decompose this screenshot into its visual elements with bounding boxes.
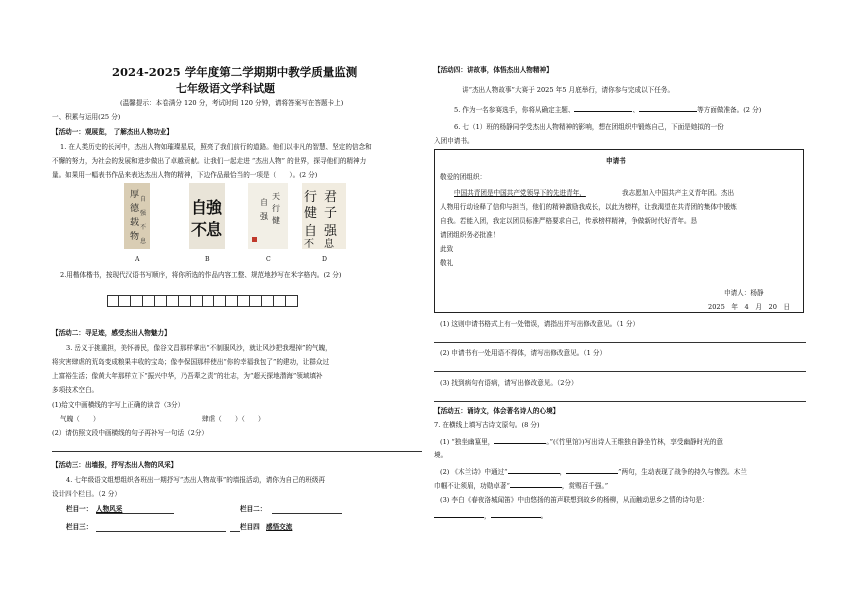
activity-four-heading: 【活动四：讲故事，体悟杰出人物精神】 xyxy=(434,66,553,74)
question-5-part-1: 5. 作为一名参赛选手，你将从确定主题、 xyxy=(454,106,575,114)
question-7-1 xyxy=(440,437,723,446)
option-label: B xyxy=(205,256,210,263)
svg-text:强: 强 xyxy=(260,212,268,221)
question-3-text: 3. 岳义于挑重担，美怀善民，像谷文昌那样掌出“不制服风沙，就让风沙把我埋掉”的气魄， xyxy=(66,344,332,352)
activity-five-heading: 【活动五：诵诗文，体会著名诗人的心境】 xyxy=(434,407,560,415)
question-7-text: 7. 在横线上填写古诗文原句。(8 分) xyxy=(434,421,540,429)
question-3-1-answer-b[interactable]: 肆虐（ ）（ ） xyxy=(202,415,265,423)
calligraphy-option-d xyxy=(302,183,346,249)
answer-line[interactable] xyxy=(52,451,422,452)
column-two-line[interactable] xyxy=(272,513,342,514)
question-6-text: 入团申请书。 xyxy=(434,137,474,145)
question-1-text: 1. 在人类历史的长河中，杰出人物如璀璨星辰，照亮了我们前行的道路。他们以非凡的智慧、坚定的信念和 xyxy=(60,143,372,151)
letter-greeting: 敬爱的团组织： xyxy=(440,173,487,181)
calligraphy-b-image xyxy=(189,183,225,249)
calligraphy-a-image xyxy=(124,183,150,249)
writing-grid-left[interactable] xyxy=(107,295,203,307)
exam-subtitle: 七年级语文学科试题 xyxy=(176,82,275,95)
svg-text:不: 不 xyxy=(191,220,208,239)
column-one-value[interactable]: 人物风采 xyxy=(96,505,123,513)
calligraphy-c-image xyxy=(248,183,288,249)
question-7-1-end: 境。 xyxy=(434,451,448,459)
question-7-2-cont xyxy=(434,481,608,490)
calligraphy-option-a xyxy=(124,183,150,249)
letter-line: 人物用行动诠释了信仰与担当，他们的精神激励我成长，以此为榜样，让我渴望在共青团的集体中锻炼 xyxy=(440,203,737,211)
svg-text:德: 德 xyxy=(130,204,140,214)
question-3-1-answer-a[interactable]: 气魄（ ） xyxy=(60,415,100,423)
question-3-1: (1)给文中画横线的字写上正确的读音（3分） xyxy=(52,401,185,409)
svg-text:强: 强 xyxy=(140,210,147,217)
svg-text:天: 天 xyxy=(272,192,280,201)
svg-text:自: 自 xyxy=(191,198,208,217)
question-7-2-blank-2[interactable] xyxy=(566,467,618,474)
svg-text:君: 君 xyxy=(324,190,338,205)
calligraphy-option-c xyxy=(248,183,288,249)
section-heading: 一、积累与运用(25 分) xyxy=(52,113,121,121)
question-3-2: (2）请仿照文段中画横线的句子再补写一句话（2分） xyxy=(52,429,209,437)
svg-text:息: 息 xyxy=(140,238,147,245)
question-7-3-answer xyxy=(434,511,547,520)
question-4-text: 4. 七年级语文组想组织各班出一期抒写“杰出人物故事”的墙报活动，请你为自己的班级再 xyxy=(66,476,326,484)
question-1-text: 不懈的努力，为社会的发展和进步做出了卓越贡献。让我们一起走进 “杰出人物” 的世界，探寻他们的精神力 xyxy=(52,157,367,165)
question-7-2-blank-3[interactable] xyxy=(510,481,562,488)
calligraphy-d-image xyxy=(302,183,346,249)
question-7-3-blank-1[interactable] xyxy=(434,511,484,518)
column-four-label: 栏目四 xyxy=(240,523,260,531)
letter-date: 2025 年 4 月 20 日 xyxy=(708,303,791,311)
svg-text:息: 息 xyxy=(324,239,334,249)
activity-two-heading: 【活动二：寻足迹，感受杰出人物魅力】 xyxy=(52,329,171,337)
svg-text:息: 息 xyxy=(206,220,223,239)
question-3-text: 上富裕生活；像黄大年那样立下“振兴中华，乃吾辈之责”的壮志，为“超天探地潜海”领域填补 xyxy=(52,372,323,380)
activity-three-heading: 【活动三：出墙报，抒写杰出人物的风采】 xyxy=(52,461,178,469)
column-three-label: 栏目三： xyxy=(66,523,93,531)
writing-grid-right[interactable] xyxy=(202,295,298,307)
question-1-text: 量。如果用一幅表书作品来表达杰出人物的精神，下边作品最恰当的一项是（ ）。(2 分) xyxy=(52,171,318,179)
svg-text:自: 自 xyxy=(304,224,318,239)
svg-text:健: 健 xyxy=(304,206,318,221)
column-four-value[interactable]: 感悟交流 xyxy=(266,523,293,531)
question-5-text xyxy=(454,105,761,114)
question-6-3: (3) 找到病句有语病，请写出修改意见。（2分） xyxy=(440,379,578,387)
question-3-text: 多项技术空白。 xyxy=(52,386,99,394)
option-label: D xyxy=(322,256,327,263)
column-three-line[interactable] xyxy=(96,531,226,532)
letter-signature: 申请人：杨静 xyxy=(724,289,764,297)
question-7-2-part: ”两句，生动表现了战争的持久与惨烈。木兰 xyxy=(618,468,747,476)
question-5-blank-1[interactable] xyxy=(574,105,632,112)
question-5-part-2: 、 xyxy=(632,106,640,114)
letter-line: 中国共青团是中国共产党领导下的先进青年， xyxy=(454,189,586,197)
svg-text:不: 不 xyxy=(140,224,147,231)
activity-one-heading: 【活动一：观展览， 了解杰出人物功业】 xyxy=(52,128,173,136)
svg-text:行: 行 xyxy=(304,190,318,205)
svg-text:子: 子 xyxy=(324,206,338,221)
svg-text:载: 载 xyxy=(130,218,140,228)
question-7-2 xyxy=(440,467,747,476)
question-7-1-part: 。”(《竹里馆》)写出诗人王维独自静坐竹林，享受幽静时光的意 xyxy=(546,438,724,446)
question-2-text: 2.用楷体楷书，按现代汉语书写顺序，将你所选的作品内容工整、规范地抄写在米字格内。(2 分) xyxy=(60,271,342,279)
question-7-3: (3) 李白《春夜洛城闻笛》中由悠扬的笛声联想到故乡的杨柳，从而触动思乡之情的诗句是： xyxy=(440,496,709,504)
svg-text:自: 自 xyxy=(260,198,268,207)
question-6-text: 6. 七（1）班的杨静同学受杰出人物精神的影响，想在团组织中锻炼自己，下面是她拟的一份 xyxy=(454,123,724,131)
answer-line[interactable] xyxy=(434,342,806,343)
question-7-1-part: (1) “独坐幽篁里， xyxy=(440,438,495,446)
svg-text:健: 健 xyxy=(272,216,280,225)
question-6-2: (2) 申请书有一处用语不得体，请写出修改意见。（1 分） xyxy=(440,349,607,357)
question-7-3-part: ， xyxy=(484,512,491,520)
question-7-2-blank-1[interactable] xyxy=(508,467,560,474)
answer-line[interactable] xyxy=(434,401,806,402)
column-one-label: 栏目一： xyxy=(66,505,93,513)
question-7-2-part: ， xyxy=(559,468,567,476)
question-3-text: 将灾害肆虐的荒岛变成粮果丰收的宝岛；像李保国那样使出“你的幸福我包了”的建功，让群众过 xyxy=(52,358,330,366)
question-7-3-part: 。 xyxy=(540,512,548,520)
question-7-1-blank[interactable] xyxy=(494,437,546,444)
question-5-blank-2[interactable] xyxy=(639,105,697,112)
question-4-text: 设计四个栏目。（2 分） xyxy=(52,490,121,498)
svg-text:行: 行 xyxy=(272,204,280,213)
question-6-1: (1) 这则申请书格式上有一处错误，请指出并写出修改意见。（1 分） xyxy=(440,320,640,328)
svg-text:不: 不 xyxy=(304,239,314,249)
question-5-part-3: 等方面做准备。(2 分) xyxy=(697,106,762,114)
letter-line: 请团组织务必批准！ xyxy=(440,231,500,239)
answer-line[interactable] xyxy=(434,371,806,372)
letter-closing: 此致 xyxy=(440,245,454,253)
svg-text:强: 强 xyxy=(324,224,338,239)
question-7-3-blank-2[interactable] xyxy=(491,511,541,518)
svg-text:物: 物 xyxy=(130,232,140,242)
letter-line: 我志愿加入中国共产主义青年团。杰出 xyxy=(622,189,735,197)
column-two-label: 栏目二： xyxy=(240,505,267,513)
question-7-2-part: 巾帼不让须眉，功勋卓著“ xyxy=(434,482,510,490)
question-7-2-part: ，赏赐百千强。” xyxy=(561,482,609,490)
letter-line: 自我。若能入团，我定以团员标准严格要求自己，传承榜样精神，争做新时代好青年。恳 xyxy=(440,217,698,225)
letter-closing: 敬礼 xyxy=(440,259,454,267)
svg-text:厚: 厚 xyxy=(130,190,140,200)
question-7-2-part: (2) 《木兰诗》中通过“ xyxy=(440,468,508,476)
letter-title: 申请书 xyxy=(606,157,626,165)
exam-note: (温馨提示：本卷满分 120 分，考试时间 120 分钟，请将答案写在答题卡上) xyxy=(120,99,344,107)
activity-four-intro: 讲“杰出人物故事”大赛于 2025 年5 月底举行，请你参与完成以下任务。 xyxy=(462,86,675,94)
exam-title: 2024-2025 学年度第二学期期中教学质量监测 xyxy=(112,65,358,79)
column-four-line xyxy=(230,531,240,532)
column-one-line xyxy=(96,513,174,514)
option-label: C xyxy=(266,256,271,263)
option-label: A xyxy=(135,256,140,263)
calligraphy-option-b xyxy=(189,183,225,249)
svg-text:自: 自 xyxy=(140,196,147,203)
svg-text:強: 強 xyxy=(206,198,223,217)
